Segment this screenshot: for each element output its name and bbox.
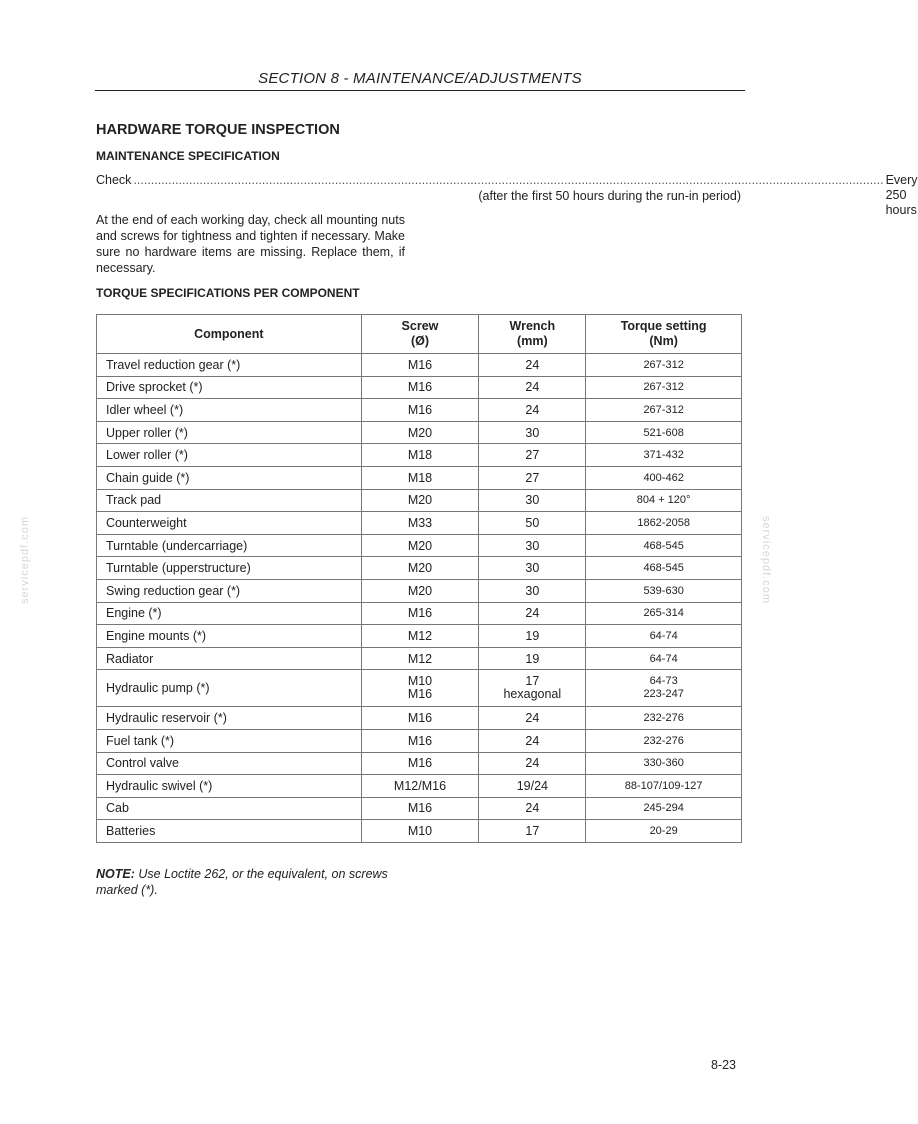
cell-screw: M20 <box>361 534 479 557</box>
cell-component: Lower roller (*) <box>97 444 362 467</box>
table-row <box>97 647 742 670</box>
table-row <box>97 512 742 535</box>
header-rule <box>95 90 745 91</box>
cell-screw: M16 <box>361 707 479 730</box>
note-text: Use Loctite 262, or the equivalent, on screws marked (*). <box>96 867 388 897</box>
table-row <box>97 534 742 557</box>
cell-wrench: 19 <box>479 647 586 670</box>
check-interval: Every 250 hours <box>885 173 918 217</box>
maintenance-spec-heading: MAINTENANCE SPECIFICATION <box>96 149 280 163</box>
page-title: HARDWARE TORQUE INSPECTION <box>96 122 340 138</box>
cell-torque: 468-545 <box>586 534 742 557</box>
note-label: NOTE: <box>96 867 135 881</box>
cell-wrench: 30 <box>479 557 586 580</box>
page-number: 8-23 <box>710 1058 736 1072</box>
table-row <box>97 752 742 775</box>
table-row <box>97 579 742 602</box>
cell-screw: M16 <box>361 376 479 399</box>
table-row <box>97 444 742 467</box>
cell-screw: M10 <box>361 820 479 843</box>
cell-wrench: 19 <box>479 625 586 648</box>
cell-wrench: 30 <box>479 489 586 512</box>
cell-wrench: 24 <box>479 354 586 377</box>
cell-screw: M20 <box>361 489 479 512</box>
table-row <box>97 729 742 752</box>
cell-component: Hydraulic swivel (*) <box>97 775 362 798</box>
cell-screw: M16 <box>361 752 479 775</box>
cell-screw: M16 <box>361 729 479 752</box>
cell-torque: 64-74 <box>586 625 742 648</box>
table-header-row <box>97 315 742 354</box>
cell-torque: 330-360 <box>586 752 742 775</box>
cell-screw: M20 <box>361 421 479 444</box>
cell-component: Control valve <box>97 752 362 775</box>
cell-screw: M20 <box>361 579 479 602</box>
table-row <box>97 670 742 707</box>
col-header-torque: Torque setting (Nm) <box>586 315 742 354</box>
cell-screw: M16 <box>361 354 479 377</box>
cell-component: Counterweight <box>97 512 362 535</box>
check-label: Check <box>96 173 132 187</box>
cell-wrench: 30 <box>479 579 586 602</box>
cell-screw: M33 <box>361 512 479 535</box>
cell-component: Radiator <box>97 647 362 670</box>
cell-torque: 468-545 <box>586 557 742 580</box>
table-row <box>97 775 742 798</box>
cell-wrench: 24 <box>479 602 586 625</box>
table-row <box>97 376 742 399</box>
cell-torque: 267-312 <box>586 354 742 377</box>
table-row <box>97 489 742 512</box>
cell-torque: 371-432 <box>586 444 742 467</box>
instruction-paragraph: At the end of each working day, check all mounting nuts and screws for tightness and tighten if necessary. Make sure no hardware items are missing. Replace them, if necessary. <box>96 213 405 275</box>
torque-spec-table <box>96 314 742 843</box>
cell-component: Batteries <box>97 820 362 843</box>
cell-torque: 20-29 <box>586 820 742 843</box>
cell-wrench: 24 <box>479 399 586 422</box>
cell-component: Fuel tank (*) <box>97 729 362 752</box>
cell-wrench: 24 <box>479 752 586 775</box>
cell-wrench: 17 hexagonal <box>479 670 586 707</box>
table-row <box>97 354 742 377</box>
cell-component: Hydraulic pump (*) <box>97 670 362 707</box>
cell-wrench: 27 <box>479 444 586 467</box>
cell-component: Cab <box>97 797 362 820</box>
cell-torque: 245-294 <box>586 797 742 820</box>
cell-screw: M10 M16 <box>361 670 479 707</box>
cell-wrench: 24 <box>479 797 586 820</box>
table-row <box>97 707 742 730</box>
cell-component: Chain guide (*) <box>97 466 362 489</box>
cell-torque: 232-276 <box>586 729 742 752</box>
leader-dots: ........................................................................................................................................................................................................................ <box>133 173 884 187</box>
table-row <box>97 399 742 422</box>
col-header-component: Component <box>97 315 362 354</box>
cell-torque: 400-462 <box>586 466 742 489</box>
cell-torque: 88-107/109-127 <box>586 775 742 798</box>
cell-screw: M16 <box>361 797 479 820</box>
cell-torque: 539-630 <box>586 579 742 602</box>
cell-torque: 265-314 <box>586 602 742 625</box>
table-row <box>97 557 742 580</box>
cell-component: Hydraulic reservoir (*) <box>97 707 362 730</box>
note <box>96 866 408 898</box>
cell-component: Engine (*) <box>97 602 362 625</box>
table-row <box>97 797 742 820</box>
cell-torque: 1862-2058 <box>586 512 742 535</box>
cell-screw: M16 <box>361 399 479 422</box>
torque-table-heading: TORQUE SPECIFICATIONS PER COMPONENT <box>96 286 360 300</box>
cell-component: Turntable (upperstructure) <box>97 557 362 580</box>
cell-torque: 64-74 <box>586 647 742 670</box>
cell-screw: M12 <box>361 647 479 670</box>
cell-wrench: 50 <box>479 512 586 535</box>
cell-component: Upper roller (*) <box>97 421 362 444</box>
cell-component: Turntable (undercarriage) <box>97 534 362 557</box>
col-header-screw: Screw (Ø) <box>361 315 479 354</box>
cell-wrench: 24 <box>479 376 586 399</box>
cell-torque: 267-312 <box>586 376 742 399</box>
cell-torque: 64-73 223-247 <box>586 670 742 707</box>
cell-torque: 232-276 <box>586 707 742 730</box>
cell-wrench: 27 <box>479 466 586 489</box>
cell-screw: M18 <box>361 466 479 489</box>
table-row <box>97 625 742 648</box>
cell-screw: M12 <box>361 625 479 648</box>
cell-screw: M16 <box>361 602 479 625</box>
section-header: SECTION 8 - MAINTENANCE/ADJUSTMENTS <box>258 70 582 87</box>
watermark-left: servicepdf.com <box>19 516 31 604</box>
cell-torque: 804 + 120° <box>586 489 742 512</box>
cell-component: Track pad <box>97 489 362 512</box>
check-interval-note: (after the first 50 hours during the run-in period) <box>478 189 741 203</box>
cell-component: Swing reduction gear (*) <box>97 579 362 602</box>
table-row <box>97 466 742 489</box>
cell-wrench: 30 <box>479 534 586 557</box>
cell-wrench: 24 <box>479 729 586 752</box>
cell-torque: 521-608 <box>586 421 742 444</box>
cell-wrench: 24 <box>479 707 586 730</box>
cell-component: Drive sprocket (*) <box>97 376 362 399</box>
col-header-wrench: Wrench (mm) <box>479 315 586 354</box>
watermark-right: servicepdf.com <box>760 516 772 604</box>
cell-wrench: 17 <box>479 820 586 843</box>
cell-wrench: 30 <box>479 421 586 444</box>
table-row <box>97 602 742 625</box>
cell-screw: M20 <box>361 557 479 580</box>
cell-component: Engine mounts (*) <box>97 625 362 648</box>
cell-wrench: 19/24 <box>479 775 586 798</box>
table-row <box>97 421 742 444</box>
cell-torque: 267-312 <box>586 399 742 422</box>
cell-screw: M12/M16 <box>361 775 479 798</box>
table-row <box>97 820 742 843</box>
cell-component: Idler wheel (*) <box>97 399 362 422</box>
cell-component: Travel reduction gear (*) <box>97 354 362 377</box>
cell-screw: M18 <box>361 444 479 467</box>
